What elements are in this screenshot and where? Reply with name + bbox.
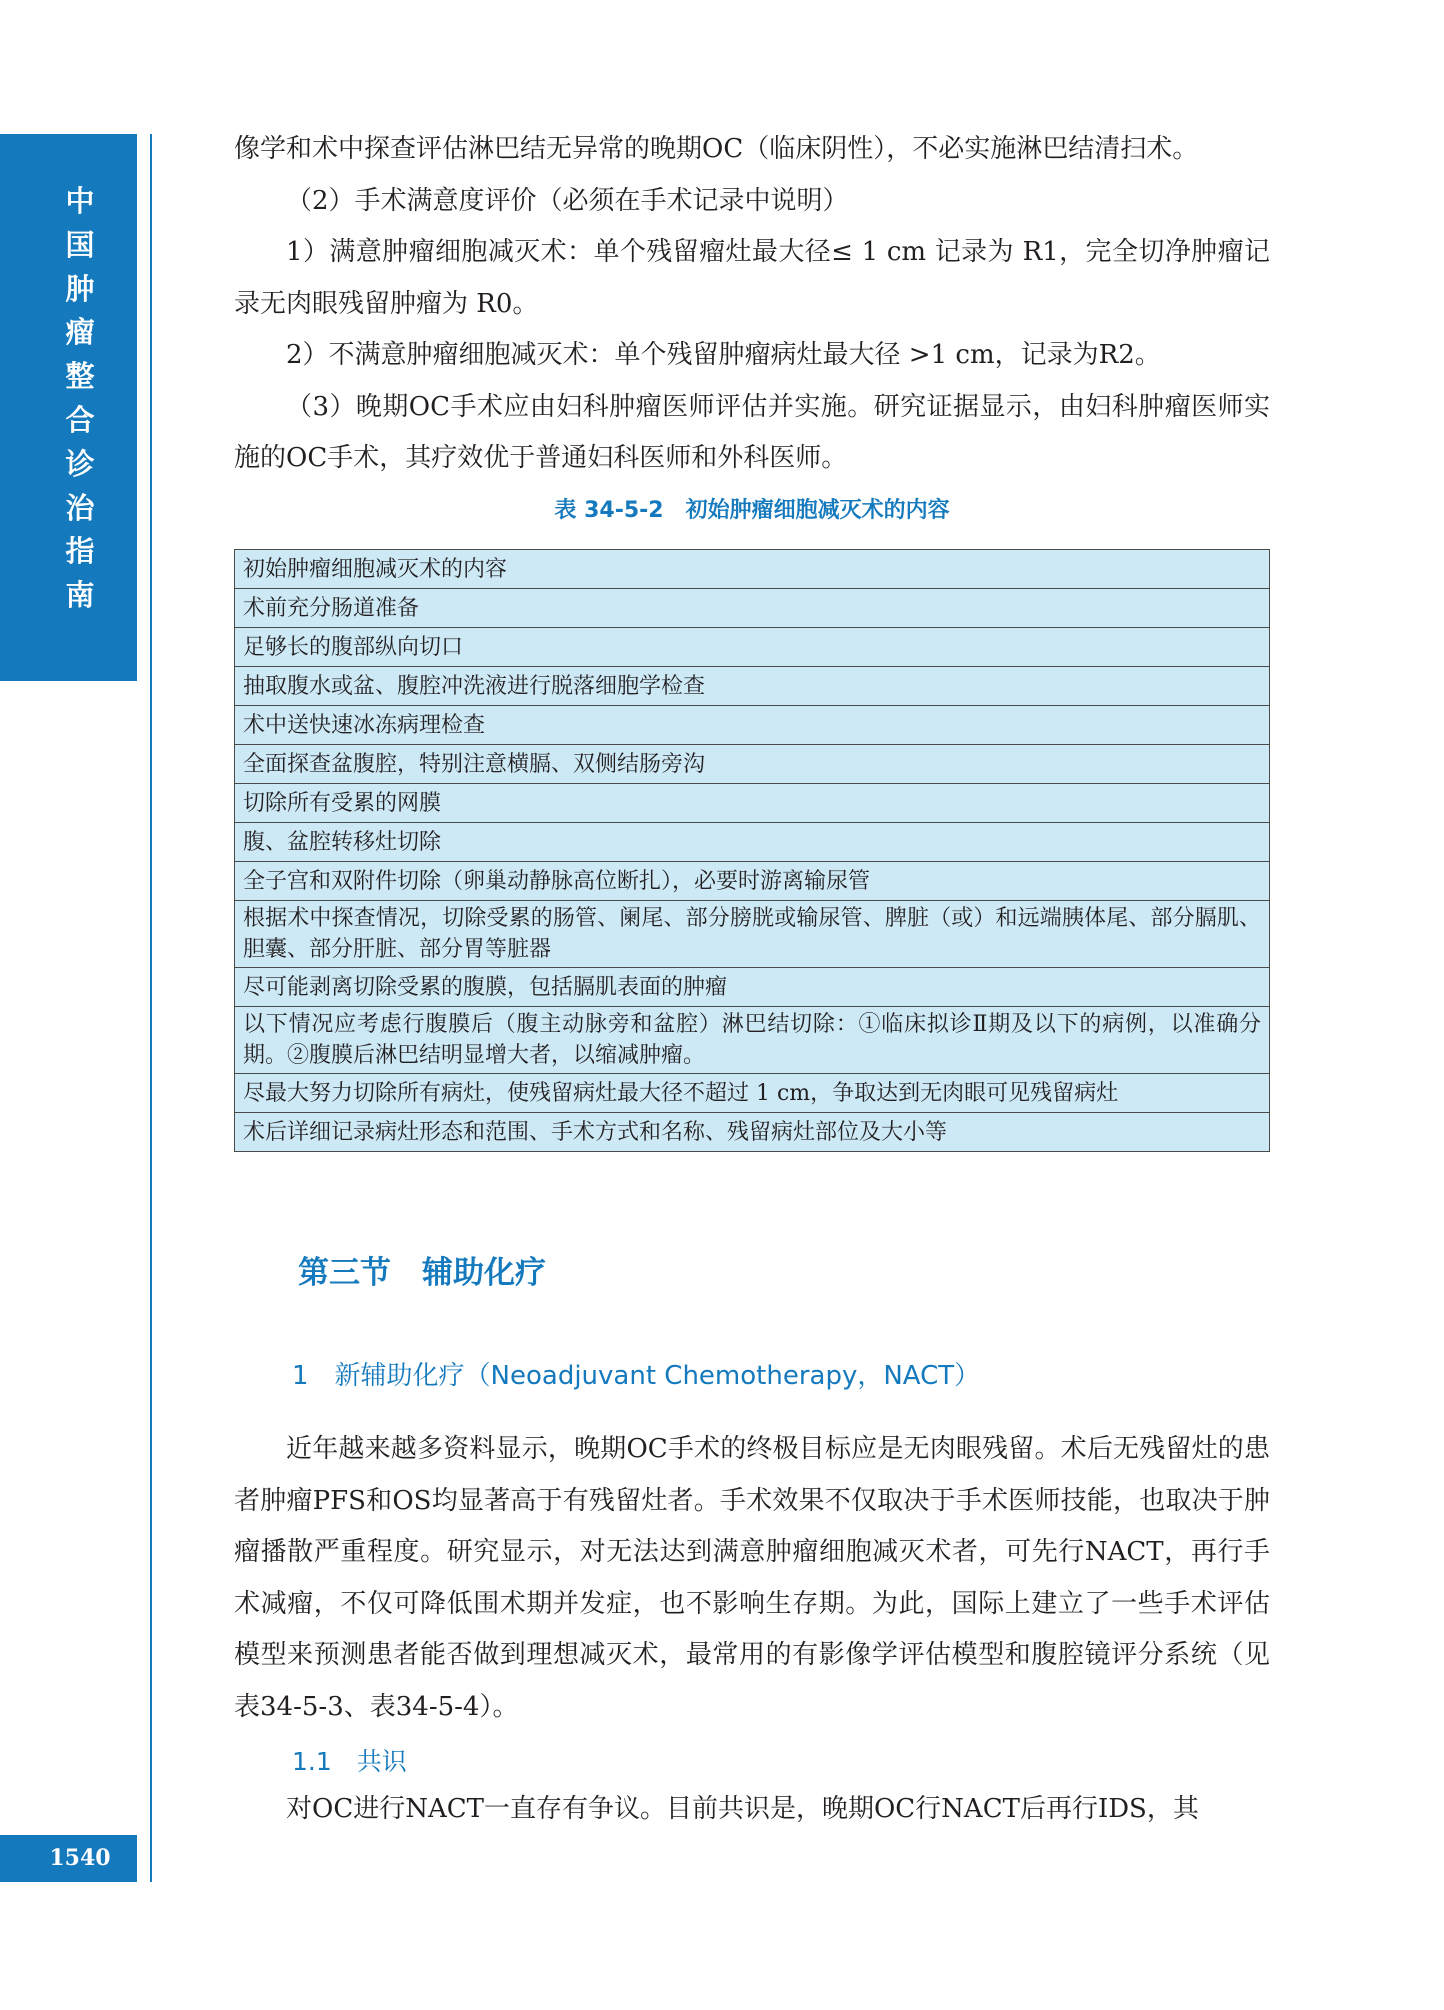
book-title-vertical — [0, 180, 160, 618]
table-title: 表 34-5-2 初始肿瘤细胞减灭术的内容 — [554, 498, 950, 523]
book-title-char: 诊 — [65, 446, 95, 481]
last-text-block — [234, 1784, 1270, 1836]
table-cell: 尽可能剥离切除受累的腹膜，包括膈肌表面的肿瘤 — [235, 968, 1270, 1007]
table-row — [235, 784, 1270, 823]
book-title-char: 治 — [65, 490, 95, 525]
subsection-heading: 1 新辅助化疗（Neoadjuvant Chemotherapy，NACT） — [292, 1361, 981, 1391]
page-number: 1540 — [49, 1845, 111, 1871]
book-title-char: 整 — [65, 359, 95, 394]
subsubsection-heading: 1.1 共识 — [292, 1747, 407, 1776]
paragraph: 近年越来越多资料显示，晚期OC手术的终极目标应是无肉眼残留。术后无残留灶的患者肿瘤PFS和OS均显著高于有残留灶者。手术效果不仅取决于手术医师技能，也取决于肿瘤播散严重程度。研究显示，对无法达到满意肿瘤细胞减灭术者，可先行NACT，再行手术减瘤，不仅可降低围术期并发症，也不影响生存期。为此，国际上建立了一些手术评估模型来预测患者能否做到理想减灭术，最常用的有影像学评估模型和腹腔镜评分系统（见表34-5-3、表34-5-4）。 — [234, 1434, 1270, 1722]
table-row — [235, 706, 1270, 745]
table-cell: 术中送快速冰冻病理检查 — [235, 706, 1270, 745]
top-text-block — [234, 124, 1270, 485]
paragraph: 2）不满意肿瘤细胞减灭术：单个残留肿瘤病灶最大径 >1 cm，记录为R2。 — [286, 340, 1161, 370]
book-title-char: 瘤 — [65, 315, 95, 350]
table-cell: 全面探查盆腹腔，特别注意横膈、双侧结肠旁沟 — [235, 745, 1270, 784]
table-row — [235, 745, 1270, 784]
book-title-char: 中 — [65, 184, 95, 218]
paragraph: （3）晚期OC手术应由妇科肿瘤医师评估并实施。研究证据显示，由妇科肿瘤医师实施的OC手术，其疗效优于普通妇科医师和外科医师。 — [234, 391, 1270, 473]
table-row — [235, 968, 1270, 1007]
table-cell: 腹、盆腔转移灶切除 — [235, 823, 1270, 862]
surgery-content-table — [234, 549, 1270, 1152]
table-row — [235, 1007, 1270, 1074]
table-cell: 全子宫和双附件切除（卵巢动静脉高位断扎），必要时游离输尿管 — [235, 862, 1270, 901]
paragraph: 1）满意肿瘤细胞减灭术：单个残留瘤灶最大径≤ 1 cm 记录为 R1，完全切净肿瘤记录无肉眼残留肿瘤为 R0。 — [234, 237, 1270, 319]
paragraph: （2）手术满意度评价（必须在手术记录中说明） — [286, 185, 849, 216]
paragraph: 对OC进行NACT一直存有争议。目前共识是，晚期OC行NACT后再行IDS，其 — [286, 1794, 1199, 1824]
table-row — [235, 667, 1270, 706]
table-row — [235, 589, 1270, 628]
section-body — [234, 1424, 1270, 1733]
table-cell: 术后详细记录病灶形态和范围、手术方式和名称、残留病灶部位及大小等 — [235, 1113, 1270, 1152]
table-row — [235, 628, 1270, 667]
book-title-char: 指 — [65, 534, 95, 569]
table-row — [235, 1113, 1270, 1152]
table-cell: 足够长的腹部纵向切口 — [235, 628, 1270, 667]
table-cell: 切除所有受累的网膜 — [235, 784, 1270, 823]
table-row — [235, 862, 1270, 901]
section-heading: 第三节 辅助化疗 — [298, 1255, 546, 1291]
book-title-char: 国 — [65, 227, 95, 262]
table-row — [235, 550, 1270, 589]
table-row — [235, 1074, 1270, 1113]
table-cell: 尽最大努力切除所有病灶，使残留病灶最大径不超过 1 cm，争取达到无肉眼可见残留病灶 — [235, 1074, 1270, 1113]
book-title-char: 肿 — [65, 271, 95, 306]
book-title-char: 合 — [65, 402, 95, 437]
table-cell: 初始肿瘤细胞减灭术的内容 — [235, 550, 1270, 589]
table-cell: 术前充分肠道准备 — [235, 589, 1270, 628]
margin-rule — [150, 134, 152, 1882]
book-title-char: 南 — [65, 578, 95, 613]
table-cell: 根据术中探查情况，切除受累的肠管、阑尾、部分膀胱或输尿管、脾脏（或）和远端胰体尾、部分膈肌、胆囊、部分肝脏、部分胃等脏器 — [235, 901, 1270, 968]
paragraph: 像学和术中探查评估淋巴结无异常的晚期OC（临床阴性），不必实施淋巴结清扫术。 — [234, 134, 1199, 164]
table-row — [235, 901, 1270, 968]
table-row — [235, 823, 1270, 862]
table-cell: 以下情况应考虑行腹膜后（腹主动脉旁和盆腔）淋巴结切除：①临床拟诊Ⅱ期及以下的病例，以准确分期。②腹膜后淋巴结明显增大者，以缩减肿瘤。 — [235, 1007, 1270, 1074]
table-cell: 抽取腹水或盆、腹腔冲洗液进行脱落细胞学检查 — [235, 667, 1270, 706]
